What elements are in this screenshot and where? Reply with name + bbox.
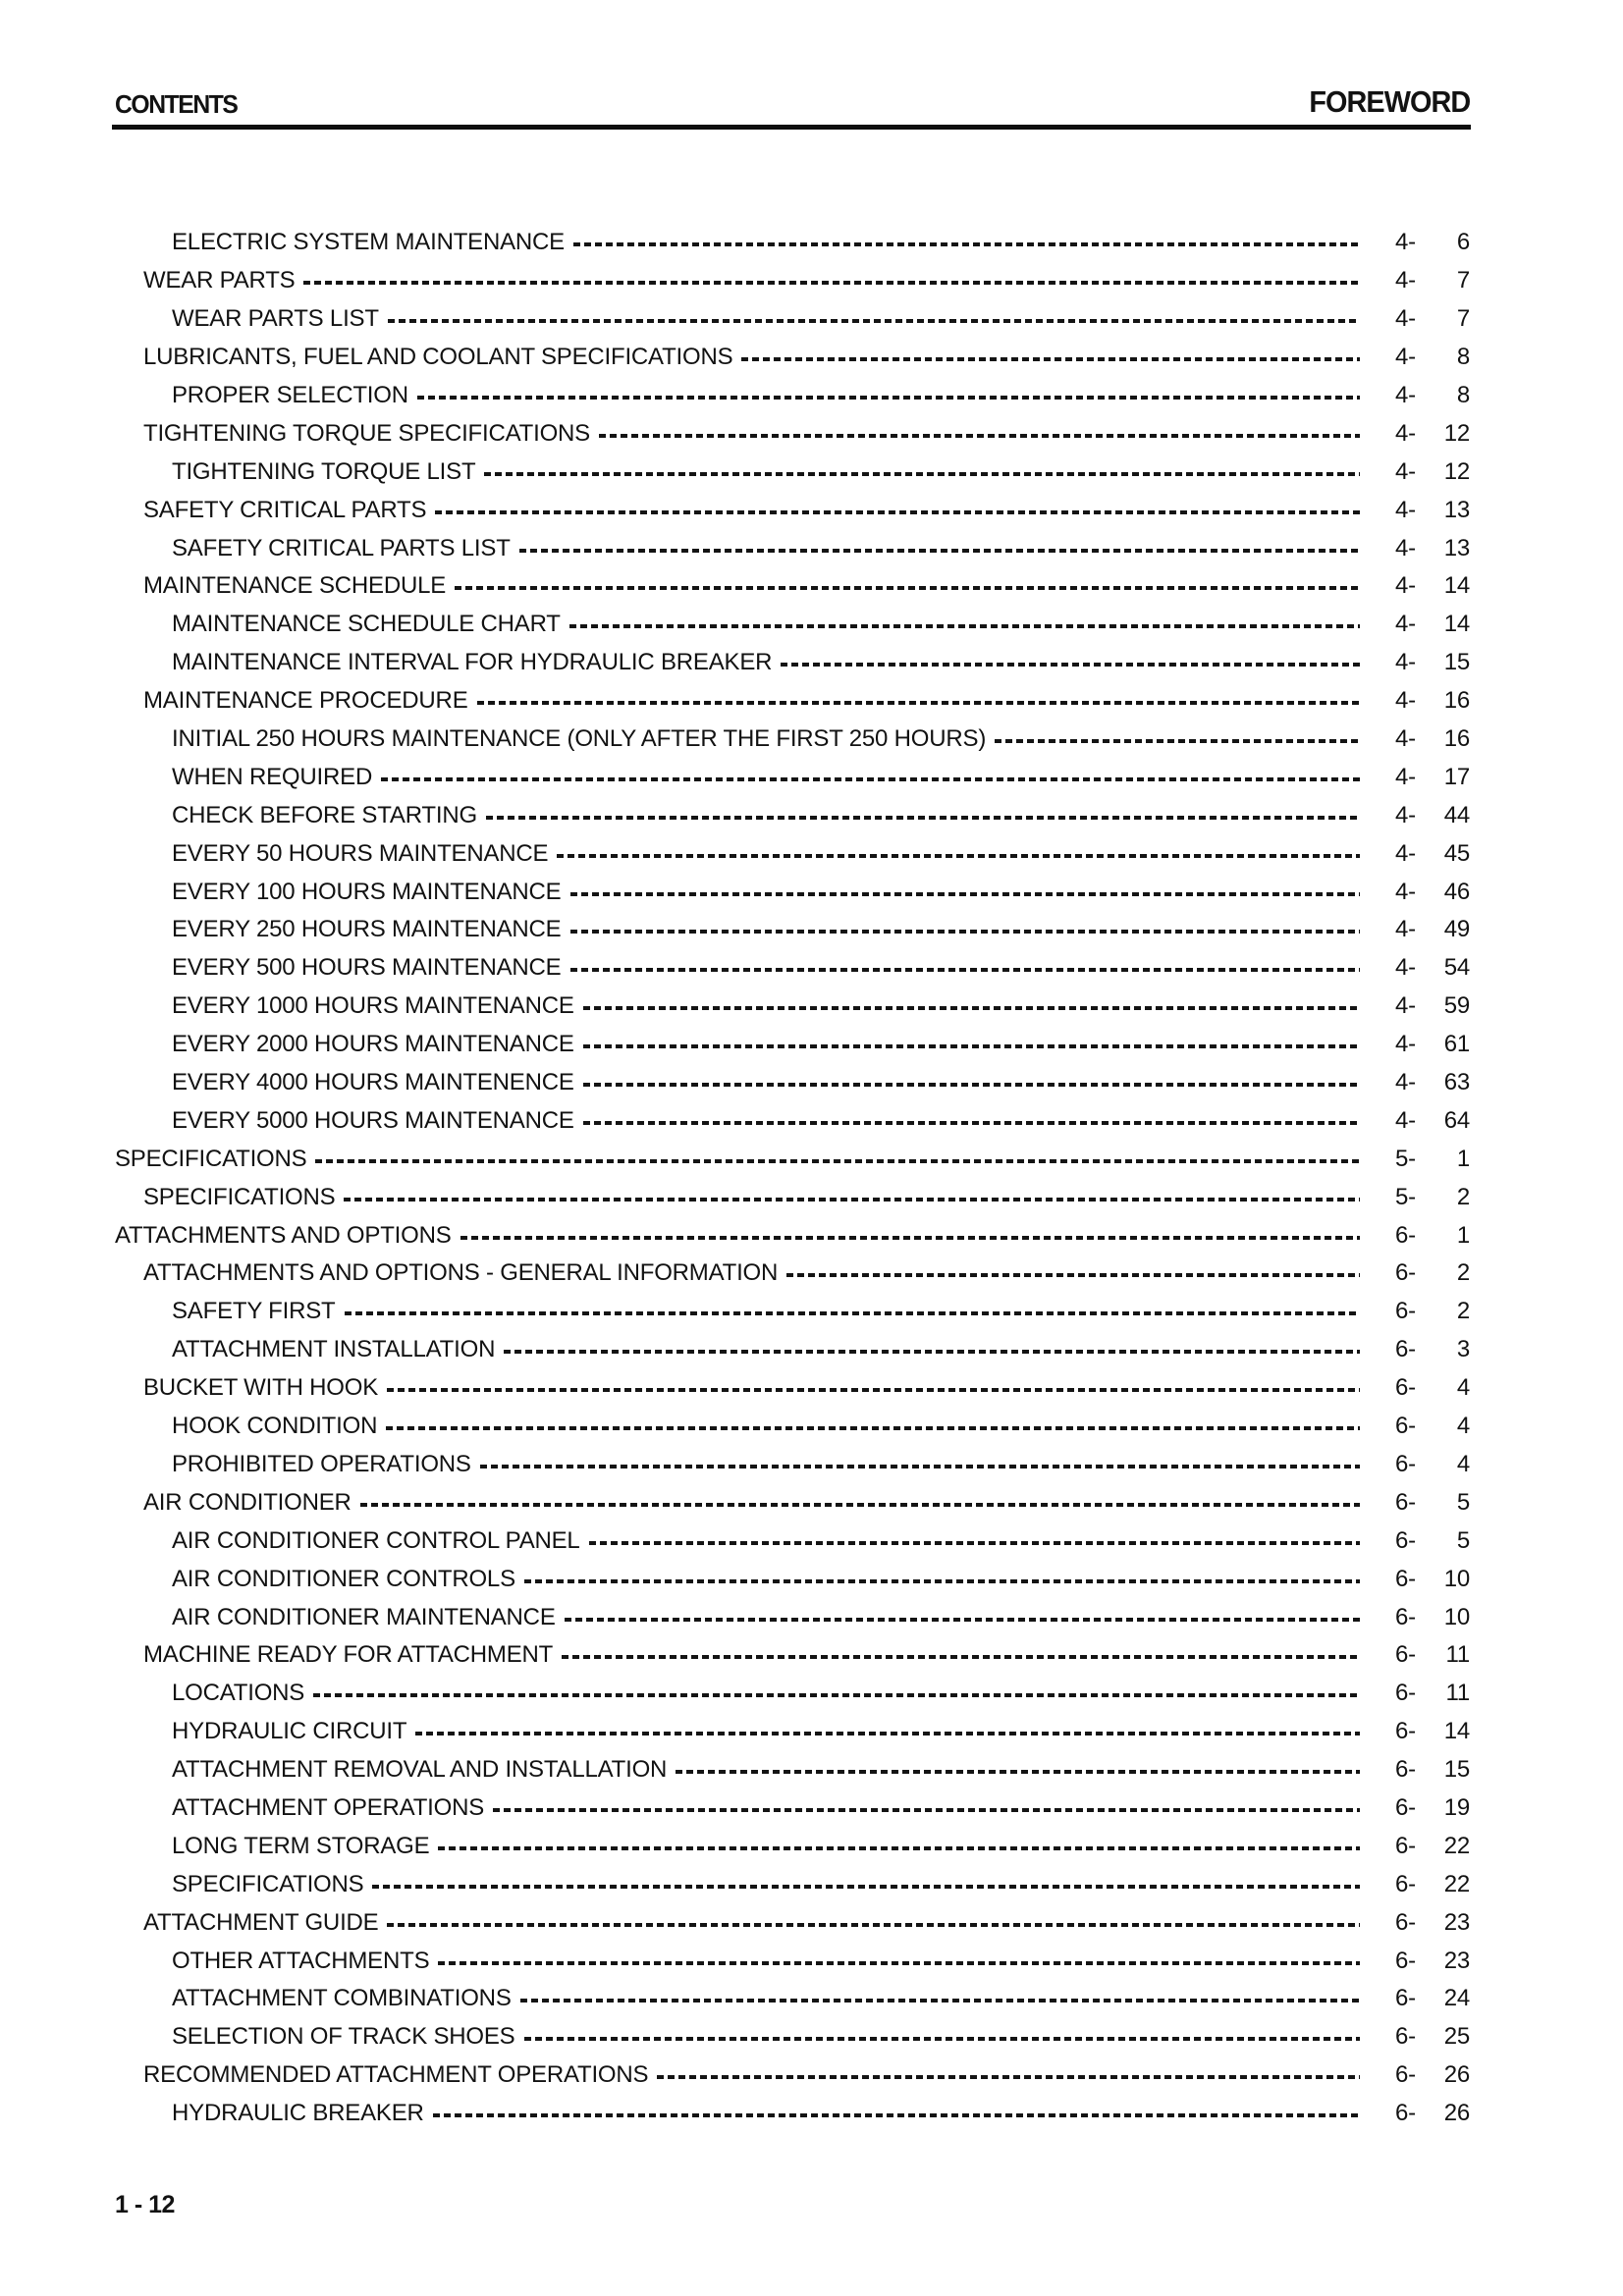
toc-entry bbox=[115, 2095, 1470, 2133]
dotted-leader bbox=[524, 1579, 1360, 1583]
toc-entry-chapter: 4- bbox=[1395, 839, 1416, 867]
toc-entry-chapter: 6- bbox=[1395, 2100, 1416, 2127]
toc-entry-chapter: 6- bbox=[1395, 1756, 1416, 1784]
toc-entry bbox=[115, 834, 1470, 873]
toc-entry bbox=[115, 1178, 1470, 1216]
toc-entry-chapter: 6- bbox=[1395, 1259, 1416, 1287]
toc-entry bbox=[115, 1369, 1470, 1408]
toc-entry-chapter: 4- bbox=[1395, 611, 1416, 638]
toc-entry-label: AIR CONDITIONER bbox=[143, 1488, 352, 1516]
toc-entry-page-number: 16 bbox=[1443, 725, 1470, 753]
toc-entry-chapter: 6- bbox=[1395, 1641, 1416, 1669]
dotted-leader bbox=[372, 1885, 1360, 1889]
header-contents-label: CONTENTS bbox=[115, 89, 238, 119]
toc-entry-chapter: 4- bbox=[1395, 954, 1416, 982]
toc-entry-chapter: 4- bbox=[1395, 572, 1416, 600]
toc-list bbox=[115, 224, 1470, 2133]
toc-entry-page-number: 1 bbox=[1456, 1145, 1470, 1172]
toc-entry-page-number: 64 bbox=[1443, 1106, 1470, 1134]
toc-entry-chapter: 6- bbox=[1395, 1413, 1416, 1440]
toc-entry-chapter: 4- bbox=[1395, 916, 1416, 943]
toc-entry bbox=[115, 721, 1470, 759]
dotted-leader bbox=[486, 816, 1360, 820]
toc-entry-page-number: 14 bbox=[1443, 611, 1470, 638]
toc-entry-label: SAFETY CRITICAL PARTS bbox=[143, 496, 427, 523]
dotted-leader bbox=[381, 777, 1360, 781]
toc-entry bbox=[115, 1522, 1470, 1560]
toc-entry-chapter: 6- bbox=[1395, 1526, 1416, 1554]
dotted-leader bbox=[386, 1426, 1360, 1430]
toc-entry-chapter: 6- bbox=[1395, 1870, 1416, 1897]
dotted-leader bbox=[786, 1273, 1360, 1277]
toc-entry bbox=[115, 1101, 1470, 1140]
toc-entry-page-number: 10 bbox=[1443, 1603, 1470, 1630]
dotted-leader bbox=[583, 1006, 1360, 1010]
toc-entry-label: INITIAL 250 HOURS MAINTENANCE (ONLY AFTER THE FIRST 250 HOURS) bbox=[172, 725, 987, 753]
dotted-leader bbox=[438, 1846, 1360, 1850]
toc-entry-label: MAINTENANCE SCHEDULE bbox=[143, 572, 447, 600]
toc-entry-page-number: 16 bbox=[1443, 687, 1470, 715]
toc-entry-label: ATTACHMENT INSTALLATION bbox=[172, 1336, 496, 1363]
toc-entry-label: TIGHTENING TORQUE LIST bbox=[172, 457, 476, 485]
toc-entry-page-number: 14 bbox=[1443, 572, 1470, 600]
toc-entry-chapter: 4- bbox=[1395, 649, 1416, 676]
dotted-leader bbox=[583, 1121, 1360, 1125]
toc-entry-label: WEAR PARTS bbox=[143, 267, 296, 294]
dotted-leader bbox=[657, 2075, 1360, 2079]
toc-entry-page-number: 24 bbox=[1443, 1985, 1470, 2012]
dotted-leader bbox=[599, 434, 1360, 438]
toc-entry bbox=[115, 873, 1470, 911]
toc-entry-label: EVERY 100 HOURS MAINTENANCE bbox=[172, 878, 562, 905]
dotted-leader bbox=[480, 1465, 1360, 1468]
toc-entry bbox=[115, 1140, 1470, 1178]
toc-entry-label: EVERY 4000 HOURS MAINTENENCE bbox=[172, 1069, 574, 1096]
dotted-leader bbox=[676, 1770, 1360, 1774]
toc-entry-chapter: 6- bbox=[1395, 1793, 1416, 1821]
toc-entry-chapter: 4- bbox=[1395, 687, 1416, 715]
toc-entry-label: PROPER SELECTION bbox=[172, 382, 408, 408]
toc-entry-page-number: 12 bbox=[1443, 457, 1470, 485]
toc-entry-page-number: 26 bbox=[1443, 2100, 1470, 2127]
toc-entry-page-number: 4 bbox=[1456, 1374, 1470, 1402]
toc-entry-chapter: 4- bbox=[1395, 344, 1416, 371]
toc-entry-chapter: 6- bbox=[1395, 1374, 1416, 1402]
toc-entry-chapter: 4- bbox=[1395, 457, 1416, 485]
toc-entry bbox=[115, 1789, 1470, 1828]
toc-entry bbox=[115, 1598, 1470, 1636]
toc-entry bbox=[115, 1331, 1470, 1369]
dotted-leader bbox=[995, 739, 1360, 743]
toc-entry-label: SAFETY FIRST bbox=[172, 1298, 336, 1325]
toc-entry-chapter: 6- bbox=[1395, 2061, 1416, 2089]
toc-entry-label: TIGHTENING TORQUE SPECIFICATIONS bbox=[143, 419, 590, 447]
toc-entry-chapter: 4- bbox=[1395, 992, 1416, 1020]
toc-entry bbox=[115, 1408, 1470, 1446]
toc-entry-chapter: 5- bbox=[1395, 1145, 1416, 1172]
toc-entry-page-number: 4 bbox=[1456, 1450, 1470, 1477]
toc-entry-label: SPECIFICATIONS bbox=[115, 1145, 307, 1172]
toc-entry-page-number: 1 bbox=[1456, 1221, 1470, 1249]
toc-entry bbox=[115, 1980, 1470, 2018]
toc-entry-label: HYDRAULIC BREAKER bbox=[172, 2100, 424, 2127]
toc-entry-page-number: 5 bbox=[1456, 1526, 1470, 1554]
toc-entry-page-number: 5 bbox=[1456, 1488, 1470, 1516]
dotted-leader bbox=[493, 1808, 1360, 1812]
toc-entry-chapter: 6- bbox=[1395, 1718, 1416, 1745]
toc-entry bbox=[115, 1483, 1470, 1522]
toc-entry-label: EVERY 1000 HOURS MAINTENANCE bbox=[172, 992, 574, 1020]
toc-entry-page-number: 13 bbox=[1443, 496, 1470, 523]
toc-entry-label: MACHINE READY FOR ATTACHMENT bbox=[143, 1641, 554, 1669]
toc-entry bbox=[115, 1216, 1470, 1255]
toc-entry-label: EVERY 50 HOURS MAINTENANCE bbox=[172, 839, 549, 867]
dotted-leader bbox=[583, 1083, 1360, 1087]
toc-entry bbox=[115, 1751, 1470, 1789]
toc-entry-chapter: 6- bbox=[1395, 1832, 1416, 1859]
toc-entry-label: SAFETY CRITICAL PARTS LIST bbox=[172, 534, 511, 561]
toc-entry bbox=[115, 414, 1470, 453]
toc-entry-page-number: 54 bbox=[1443, 954, 1470, 982]
dotted-leader bbox=[589, 1541, 1360, 1545]
toc-entry-chapter: 4- bbox=[1395, 725, 1416, 753]
toc-entry-page-number: 46 bbox=[1443, 878, 1470, 905]
toc-entry-page-number: 23 bbox=[1443, 1908, 1470, 1936]
dotted-leader bbox=[562, 1655, 1360, 1659]
dotted-leader bbox=[519, 549, 1360, 553]
dotted-leader bbox=[570, 968, 1361, 972]
toc-entry bbox=[115, 1560, 1470, 1598]
toc-entry-page-number: 12 bbox=[1443, 419, 1470, 447]
toc-entry bbox=[115, 988, 1470, 1026]
toc-entry-chapter: 6- bbox=[1395, 1298, 1416, 1325]
dotted-leader bbox=[345, 1311, 1360, 1315]
dotted-leader bbox=[504, 1350, 1360, 1354]
toc-entry-chapter: 4- bbox=[1395, 878, 1416, 905]
toc-entry bbox=[115, 529, 1470, 567]
toc-entry-label: ATTACHMENT GUIDE bbox=[143, 1908, 379, 1936]
toc-entry bbox=[115, 262, 1470, 300]
dotted-leader bbox=[388, 319, 1360, 323]
toc-entry bbox=[115, 911, 1470, 949]
toc-entry bbox=[115, 1675, 1470, 1713]
toc-entry-label: ELECTRIC SYSTEM MAINTENANCE bbox=[172, 229, 565, 256]
toc-entry-page-number: 11 bbox=[1445, 1641, 1470, 1669]
toc-entry bbox=[115, 1255, 1470, 1293]
toc-entry-page-number: 4 bbox=[1456, 1413, 1470, 1440]
toc-entry-page-number: 49 bbox=[1443, 916, 1470, 943]
toc-entry-page-number: 8 bbox=[1456, 382, 1470, 408]
toc-entry-label: CHECK BEFORE STARTING bbox=[172, 801, 477, 828]
toc-entry-page-number: 15 bbox=[1443, 649, 1470, 676]
toc-entry-page-number: 6 bbox=[1456, 229, 1470, 256]
toc-entry-label: HOOK CONDITION bbox=[172, 1413, 378, 1440]
toc-entry-label: EVERY 250 HOURS MAINTENANCE bbox=[172, 916, 562, 943]
toc-entry-page-number: 7 bbox=[1456, 267, 1470, 294]
toc-entry-label: WHEN REQUIRED bbox=[172, 763, 373, 790]
toc-entry-label: MAINTENANCE PROCEDURE bbox=[143, 687, 468, 715]
toc-entry-chapter: 4- bbox=[1395, 534, 1416, 561]
toc-entry-chapter: 4- bbox=[1395, 801, 1416, 828]
toc-entry-page-number: 23 bbox=[1443, 1947, 1470, 1974]
toc-entry-page-number: 14 bbox=[1443, 1718, 1470, 1745]
toc-entry-page-number: 17 bbox=[1443, 763, 1470, 790]
toc-entry bbox=[115, 567, 1470, 606]
toc-entry bbox=[115, 1636, 1470, 1675]
toc-entry-chapter: 4- bbox=[1395, 1031, 1416, 1058]
dotted-leader bbox=[460, 1236, 1360, 1240]
toc-entry-chapter: 4- bbox=[1395, 1106, 1416, 1134]
toc-entry-label: PROHIBITED OPERATIONS bbox=[172, 1450, 471, 1477]
dotted-leader bbox=[557, 854, 1360, 858]
toc-entry bbox=[115, 339, 1470, 377]
toc-entry-label: SELECTION OF TRACK SHOES bbox=[172, 2023, 515, 2051]
toc-entry-page-number: 2 bbox=[1456, 1298, 1470, 1325]
toc-entry-label: MAINTENANCE INTERVAL FOR HYDRAULIC BREAKER bbox=[172, 649, 773, 676]
toc-entry bbox=[115, 377, 1470, 415]
toc-entry-page-number: 11 bbox=[1445, 1680, 1470, 1707]
toc-entry bbox=[115, 644, 1470, 682]
toc-entry bbox=[115, 1903, 1470, 1942]
toc-entry-page-number: 2 bbox=[1456, 1183, 1470, 1210]
toc-entry-label: AIR CONDITIONER CONTROL PANEL bbox=[172, 1526, 580, 1554]
toc-entry-chapter: 4- bbox=[1395, 229, 1416, 256]
toc-entry-chapter: 6- bbox=[1395, 1947, 1416, 1974]
dotted-leader bbox=[387, 1388, 1360, 1392]
toc-entry bbox=[115, 1865, 1470, 1903]
header-rule bbox=[112, 125, 1471, 130]
toc-entry-label: EVERY 5000 HOURS MAINTENANCE bbox=[172, 1106, 574, 1134]
toc-entry-page-number: 63 bbox=[1443, 1069, 1470, 1096]
toc-entry-label: MAINTENANCE SCHEDULE CHART bbox=[172, 611, 561, 638]
toc-entry-label: EVERY 2000 HOURS MAINTENANCE bbox=[172, 1031, 574, 1058]
dotted-leader bbox=[313, 1693, 1360, 1697]
dotted-leader bbox=[438, 1961, 1360, 1965]
footer-page-number: 1 - 12 bbox=[115, 2191, 175, 2218]
toc-entry-chapter: 6- bbox=[1395, 1680, 1416, 1707]
toc-entry-chapter: 5- bbox=[1395, 1183, 1416, 1210]
page-header bbox=[115, 86, 1470, 120]
toc-entry-page-number: 22 bbox=[1443, 1870, 1470, 1897]
toc-entry-chapter: 6- bbox=[1395, 1985, 1416, 2012]
toc-entry bbox=[115, 300, 1470, 339]
toc-entry bbox=[115, 1446, 1470, 1484]
toc-entry-chapter: 4- bbox=[1395, 763, 1416, 790]
toc-entry-page-number: 44 bbox=[1443, 801, 1470, 828]
toc-entry-chapter: 6- bbox=[1395, 1450, 1416, 1477]
dotted-leader bbox=[569, 624, 1360, 628]
toc-entry-label: AIR CONDITIONER MAINTENANCE bbox=[172, 1603, 556, 1630]
toc-entry-page-number: 10 bbox=[1443, 1565, 1470, 1592]
dotted-leader bbox=[570, 892, 1361, 896]
toc-entry-chapter: 6- bbox=[1395, 1908, 1416, 1936]
toc-entry-page-number: 59 bbox=[1443, 992, 1470, 1020]
toc-entry-label: AIR CONDITIONER CONTROLS bbox=[172, 1565, 515, 1592]
toc-entry bbox=[115, 224, 1470, 262]
toc-entry bbox=[115, 796, 1470, 834]
header-foreword-label: FOREWORD bbox=[1309, 84, 1470, 119]
toc-entry-chapter: 6- bbox=[1395, 1488, 1416, 1516]
toc-entry bbox=[115, 1827, 1470, 1865]
dotted-leader bbox=[435, 510, 1360, 514]
toc-entry-label: HYDRAULIC CIRCUIT bbox=[172, 1718, 407, 1745]
dotted-leader bbox=[583, 1044, 1360, 1048]
toc-entry bbox=[115, 1293, 1470, 1331]
toc-entry-page-number: 2 bbox=[1456, 1259, 1470, 1287]
toc-entry-chapter: 6- bbox=[1395, 1565, 1416, 1592]
toc-entry-page-number: 15 bbox=[1443, 1756, 1470, 1784]
toc-entry-chapter: 6- bbox=[1395, 1603, 1416, 1630]
toc-entry-label: BUCKET WITH HOOK bbox=[143, 1374, 379, 1402]
toc-entry-chapter: 4- bbox=[1395, 1069, 1416, 1096]
dotted-leader bbox=[573, 242, 1360, 246]
toc-entry bbox=[115, 949, 1470, 988]
toc-entry-chapter: 6- bbox=[1395, 2023, 1416, 2051]
toc-entry bbox=[115, 2056, 1470, 2095]
toc-entry-label: SPECIFICATIONS bbox=[143, 1183, 336, 1210]
toc-entry-label: LONG TERM STORAGE bbox=[172, 1832, 430, 1859]
toc-entry-page-number: 45 bbox=[1443, 839, 1470, 867]
toc-entry-chapter: 4- bbox=[1395, 267, 1416, 294]
toc-entry-page-number: 8 bbox=[1456, 344, 1470, 371]
dotted-leader bbox=[433, 2113, 1360, 2117]
toc-entry-label: LOCATIONS bbox=[172, 1680, 305, 1707]
toc-entry bbox=[115, 1942, 1470, 1980]
dotted-leader bbox=[477, 701, 1361, 705]
dotted-leader bbox=[387, 1923, 1360, 1927]
dotted-leader bbox=[344, 1198, 1360, 1201]
toc-entry-page-number: 13 bbox=[1443, 534, 1470, 561]
toc-entry-label: SPECIFICATIONS bbox=[172, 1870, 364, 1897]
toc-entry-page-number: 61 bbox=[1443, 1031, 1470, 1058]
toc-entry-chapter: 6- bbox=[1395, 1221, 1416, 1249]
toc-entry-page-number: 26 bbox=[1443, 2061, 1470, 2089]
toc-entry-label: LUBRICANTS, FUEL AND COOLANT SPECIFICATIONS bbox=[143, 344, 733, 371]
toc-entry bbox=[115, 758, 1470, 796]
dotted-leader bbox=[303, 281, 1360, 285]
toc-entry-page-number: 25 bbox=[1443, 2023, 1470, 2051]
toc-entry bbox=[115, 1713, 1470, 1751]
dotted-leader bbox=[360, 1503, 1360, 1507]
toc-entry-page-number: 7 bbox=[1456, 305, 1470, 333]
toc-entry-label: EVERY 500 HOURS MAINTENANCE bbox=[172, 954, 562, 982]
dotted-leader bbox=[741, 357, 1360, 361]
toc-entry-chapter: 4- bbox=[1395, 382, 1416, 408]
toc-entry-label: RECOMMENDED ATTACHMENT OPERATIONS bbox=[143, 2061, 649, 2089]
dotted-leader bbox=[520, 1999, 1360, 2002]
toc-entry-label: ATTACHMENT COMBINATIONS bbox=[172, 1985, 512, 2012]
dotted-leader bbox=[417, 396, 1360, 400]
toc-entry-label: ATTACHMENT REMOVAL AND INSTALLATION bbox=[172, 1756, 668, 1784]
toc-entry-chapter: 4- bbox=[1395, 496, 1416, 523]
toc-entry-chapter: 6- bbox=[1395, 1336, 1416, 1363]
toc-entry-page-number: 22 bbox=[1443, 1832, 1470, 1859]
toc-entry bbox=[115, 606, 1470, 644]
toc-entry bbox=[115, 1026, 1470, 1064]
dotted-leader bbox=[781, 663, 1360, 667]
toc-entry-label: ATTACHMENTS AND OPTIONS - GENERAL INFORMATION bbox=[143, 1259, 779, 1287]
toc-entry bbox=[115, 1064, 1470, 1102]
toc-entry-label: WEAR PARTS LIST bbox=[172, 305, 379, 333]
toc-entry-label: ATTACHMENTS AND OPTIONS bbox=[115, 1221, 452, 1249]
toc-entry bbox=[115, 682, 1470, 721]
toc-entry-label: ATTACHMENT OPERATIONS bbox=[172, 1793, 485, 1821]
dotted-leader bbox=[524, 2037, 1361, 2041]
toc-entry bbox=[115, 453, 1470, 491]
toc-entry-chapter: 4- bbox=[1395, 419, 1416, 447]
toc-entry-chapter: 4- bbox=[1395, 305, 1416, 333]
dotted-leader bbox=[455, 586, 1360, 590]
toc-entry bbox=[115, 491, 1470, 529]
toc-entry-page-number: 19 bbox=[1443, 1793, 1470, 1821]
toc-entry-label: OTHER ATTACHMENTS bbox=[172, 1947, 430, 1974]
dotted-leader bbox=[570, 930, 1361, 934]
toc-entry-page-number: 3 bbox=[1456, 1336, 1470, 1363]
page-footer bbox=[115, 2191, 175, 2219]
dotted-leader bbox=[565, 1618, 1360, 1622]
toc-entry bbox=[115, 2018, 1470, 2056]
dotted-leader bbox=[315, 1159, 1360, 1163]
dotted-leader bbox=[415, 1732, 1360, 1735]
dotted-leader bbox=[484, 472, 1360, 476]
